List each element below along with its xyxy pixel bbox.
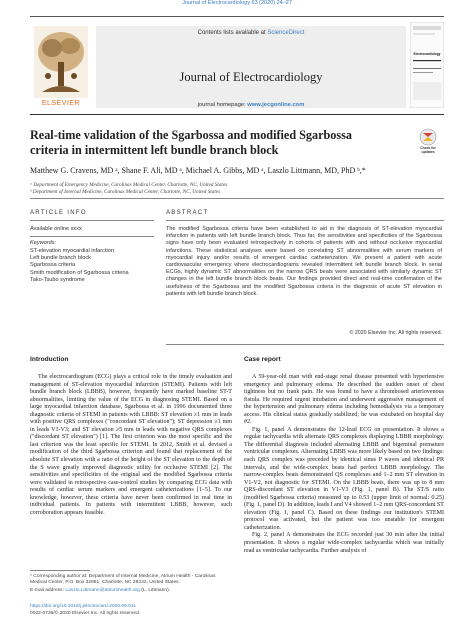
author-list: Matthew G. Cravens, MD ᵃ, Shane F. Ali, MD ᵃ, Michael A. Gibbs, MD ᵃ, Laszlo Littmann, MD, PhD ᵇ,* — [30, 166, 366, 175]
article-info-rule — [30, 220, 154, 221]
header-bottom-rule — [30, 114, 444, 115]
cover-image — [410, 22, 444, 108]
email-footnote — [30, 588, 230, 594]
journal-homepage — [96, 102, 406, 108]
intro-paragraph: The electrocardiogram (ECG) plays a critical role in the timely evaluation and management of ST-elevation myocardial infarction (STEMI). Patients with left bundle branch block (LBBB), however, frequently have marked baseline ST-T abnormalities, limiting the value of the ECG in diagnosing STEMI. Based on a large myocardial infarction database, Sgarbossa et al. in 1996 documented three diagnostic criteria of STEMI in patients with LBBB: ST elevation ≥1 mm in leads with positive QRS complexes ("concordant ST elevation"); ST depression ≥1 mm in leads V1-V3; and ST elevation ≥5 mm in leads with negative QRS complexes ("discordant ST elevation") [1]. The first criterion was the most specific and the last criterion was the least specific for STEMI. In 2012, Smith et al. devised a modification of the third Sgarbossa criterion and found that replacement of the absolute ST elevation with a ratio of the height of the ST elevation to the depth of the S wave greatly improved diagnostic utility for occlusive STEMI [2]. The sensitivities and specificities of the original and the modified Sgarbossa criteria were validated in retrospective case-control studies by comparing ECG data with results of cardiac serum markers and emergent catheterizations [1–5]. To our knowledge, however, these criteria have never been confirmed in real time in individual patients. In patients with intermittent LBBB, however, such corroboration appears feasible. — [30, 374, 232, 516]
keyword-item: Left bundle branch block — [30, 255, 91, 262]
keyword-item: Smith modification of Sgarbossa criteria — [30, 269, 129, 276]
email-link[interactable]: Laszlo.Littmann@atriumhealth.org — [65, 588, 140, 593]
available-online: Available online xxxx — [30, 226, 82, 232]
article-title: Real-time validation of the Sgarbossa and modified Sgarbossa criteria in intermittent left bundle branch block — [30, 128, 352, 157]
authors-divider — [30, 198, 444, 199]
check-updates-label: Check for updates — [420, 146, 436, 154]
keyword-item: Tako-Tsubo syndrome — [30, 276, 85, 283]
case-report-body — [244, 374, 444, 555]
journal-title: Journal of Electrocardiology — [179, 70, 323, 84]
cover-label: Electrocardiology — [413, 52, 441, 56]
introduction-heading: Introduction — [30, 356, 69, 363]
abstract-heading: ABSTRACT — [166, 210, 209, 216]
case-report-heading: Case report — [244, 356, 281, 363]
contents-prefix: Contents lists available at — [197, 30, 268, 36]
keywords-label: Keywords: — [30, 240, 57, 246]
keyword-list — [30, 248, 150, 284]
elsevier-tree-logo — [34, 26, 88, 98]
contents-line — [96, 30, 406, 36]
header-top-rule — [30, 16, 444, 17]
journal-banner — [96, 26, 406, 108]
affiliation-b: ᵇ Department of Internal Medicine, Carolinas Medical Center, Charlotte, NC, United States — [30, 189, 221, 195]
article-info-heading: ARTICLE INFO — [30, 210, 87, 216]
keywords-rule — [30, 236, 154, 237]
affiliation-a: ᵃ Department of Emergency Medicine, Carolinas Medical Center, Charlotte, NC, United States — [30, 182, 228, 188]
issn-line: 0022-0736/© 2020 Elsevier Inc. All rights reserved. — [30, 611, 141, 616]
abstract-copyright: © 2020 Elsevier Inc. All rights reserved. — [349, 330, 442, 336]
sciencedirect-link[interactable]: ScienceDirect — [267, 30, 305, 36]
abstract-rule — [166, 220, 444, 221]
journal-cover[interactable] — [410, 22, 444, 108]
case-paragraph: Fig. 1, panel A demonstrates the 12-lead ECG on presentation. It shows a regular tachycardia with alternate QRS complexes displaying LBBB morphology. The differential diagnosis included alternating LBBB and bigeminal premature ventricular complexes. Alternating LBBB was more likely based on two findings: each QRS complex was preceded by identical sinus P waves and identical PR intervals, and the wide-complex beats had perfect LBBB morphology. The narrow-complex beats demonstrated QS complexes and 1–2 mm ST elevation in V1-V2, not diagnostic for STEMI. On the LBBB beats, there was up to 8 mm QRS-discordant ST elevation in V1-V3 (Fig. 1, panel B). The ST/S ratio (modified Sgarbossa criteria) measured up to 0.53 (upper limit of normal: 0.25) (Fig. 1, panel D). In addition, leads I and V4 showed 1–2 mm QRS-concordant ST elevation (Fig. 1, panel C). Based on these findings our institution's STEMI protocol was activated, but the patient was too unstable for emergent catheterization. — [244, 426, 444, 531]
case-paragraph: A 59-year-old man with end-stage renal disease presented with hypertensive emergency and pulmonary edema. He described the sudden onset of chest tightness but no frank pain. He was found to have a thrombosed arteriovenous fistula. He required urgent intubation and underwent aggressive management of the hypertension and pulmonary edema including hemodialysis via a temporary access. His clinical status gradually stabilized; he was extubated on hospital day #2. — [244, 374, 444, 426]
check-updates-icon — [414, 128, 442, 146]
homepage-link[interactable]: www.jecgonline.com — [247, 102, 305, 108]
running-journal-line[interactable]: Journal of Electrocardiology 63 (2020) 24–27 — [182, 0, 292, 6]
abstract-text: The modified Sgarbossa criteria have been established to aid in the diagnosis of ST-elevation myocardial infarction in patients with left bundle branch block. Thus far, the sensitivities and specificities of the Sgarbossa signs have only been evaluated retrospectively in cohorts of patients with and without occlusive myocardial infarctions. These statistical analyses were based on correlating ST abnormalities with serum markers of myocardial injury and/or results of emergent cardiac catheterization. We present a patient with acute cardiovascular emergency where electrocardiograms revealed intermittent left bundle branch block. In serial ECGs, highly dynamic ST abnormalities on the narrow QRS beats were associated with similarly dynamic ST changes in the left bundle branch block beats. Our findings provided direct and real-time confirmation of the usefulness of the Sgarbossa and the modified Sgarbossa criteria in the diagnosis of acute ST elevation in patients with left bundle branch block. — [166, 226, 442, 297]
footnote-rule — [30, 570, 90, 571]
email-suffix: (L. Littmann). — [139, 588, 171, 593]
case-paragraph: Fig. 2, panel A demonstrates the ECG recorded just 30 min after the initial presentation. It shows a regular wide-complex tachycardia which was initially read as ventricular tachycardia. Further analysis of — [244, 532, 444, 554]
check-for-updates-badge[interactable] — [414, 128, 442, 152]
elsevier-wordmark[interactable]: ELSEVIER — [41, 100, 81, 107]
journal-header — [30, 18, 444, 112]
corresponding-footnote: * Corresponding author at: Department of Internal Medicine, Atrium Health - Carolinas Medical Center, P.O. Box 32861, Charlotte, NC 28232, United States. — [30, 574, 216, 586]
email-label: E-mail address: — [30, 588, 66, 593]
abstract-bottom-rule — [166, 344, 444, 345]
keyword-item: ST-elevation myocardial infarction — [30, 248, 114, 254]
keyword-item: Sgarbossa criteria — [30, 262, 76, 269]
homepage-prefix: journal homepage: — [197, 102, 248, 108]
introduction-body — [30, 374, 232, 517]
doi-link[interactable]: https://doi.org/10.1016/j.jelectrocard.2020.09.011 — [30, 604, 136, 609]
